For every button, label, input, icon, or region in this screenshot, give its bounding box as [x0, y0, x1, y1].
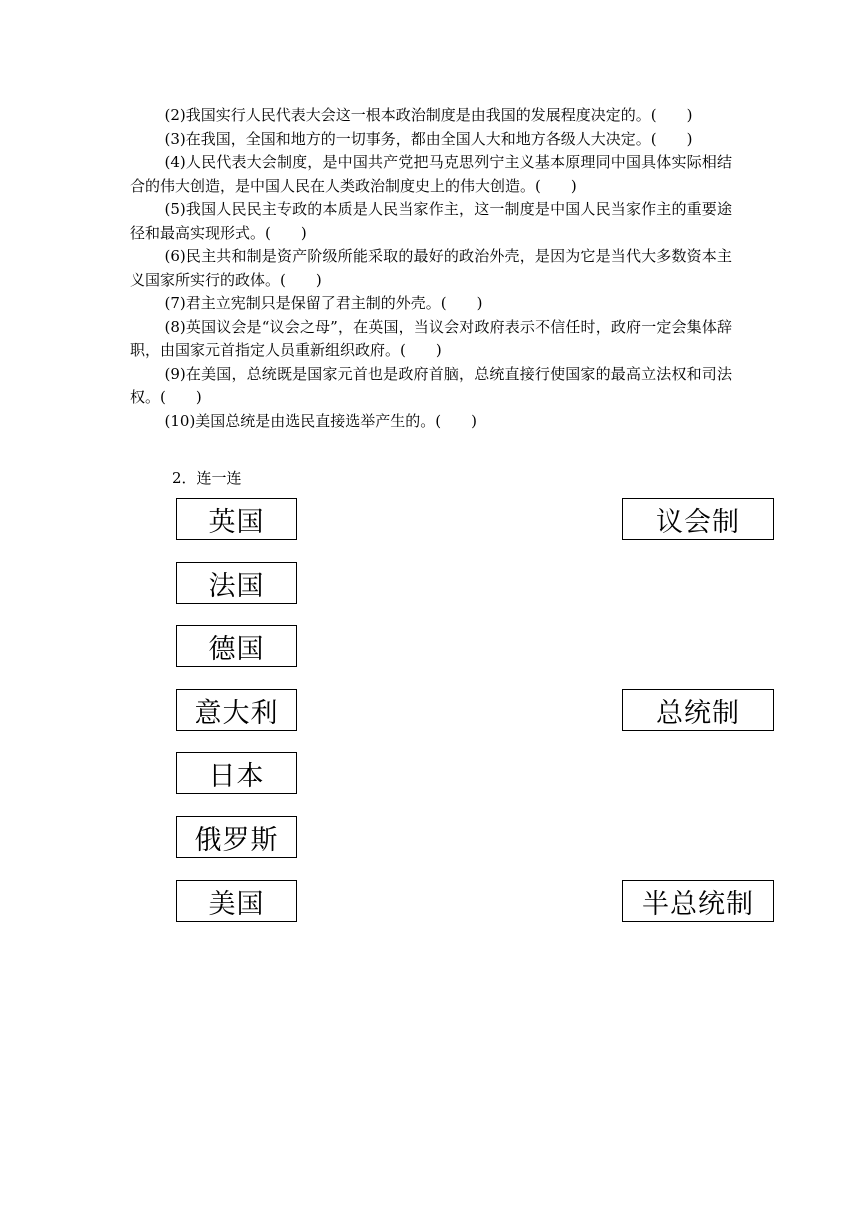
question-3: (3)在我国，全国和地方的一切事务，都由全国人大和地方各级人大决定。( ): [164, 129, 693, 148]
question-5: (5)我国人民民主专政的本质是人民当家作主，这一制度是中国人民当家作主的重要途径和最高实现形式。( ): [130, 200, 732, 242]
country-box-italy[interactable]: 意大利: [176, 689, 297, 731]
question-7: (7)君主立宪制只是保留了君主制的外壳。( ): [164, 294, 483, 312]
system-box-presidential[interactable]: 总统制: [622, 689, 774, 731]
matching-section-title: 2．连一连: [172, 469, 242, 487]
country-box-russia[interactable]: 俄罗斯: [176, 816, 297, 858]
country-box-japan[interactable]: 日本: [176, 752, 297, 794]
question-8: (8)英国议会是“议会之母”，在英国，当议会对政府表示不信任时，政府一定会集体辞职，由国家元首指定人员重新组织政府。( ): [130, 317, 732, 359]
true-false-questions: [130, 104, 732, 433]
country-box-germany[interactable]: 德国: [176, 625, 297, 667]
country-box-france[interactable]: 法国: [176, 562, 297, 604]
question-4: (4)人民代表大会制度，是中国共产党把马克思列宁主义基本原理同中国具体实际相结合的伟大创造，是中国人民在人类政治制度史上的伟大创造。( ): [130, 153, 732, 195]
system-box-semi-presidential[interactable]: 半总统制: [622, 880, 774, 922]
country-box-usa[interactable]: 美国: [176, 880, 297, 922]
country-box-uk[interactable]: 英国: [176, 498, 297, 540]
question-6: (6)民主共和制是资产阶级所能采取的最好的政治外壳，是因为它是当代大多数资本主义国家所实行的政体。( ): [130, 247, 732, 289]
question-10: (10)美国总统是由选民直接选举产生的。( ): [164, 411, 477, 430]
system-box-parliamentary[interactable]: 议会制: [622, 498, 774, 540]
question-9: (9)在美国，总统既是国家元首也是政府首脑，总统直接行使国家的最高立法权和司法权。( ): [130, 364, 732, 406]
question-2: (2)我国实行人民代表大会这一根本政治制度是由我国的发展程度决定的。( ): [164, 106, 693, 124]
